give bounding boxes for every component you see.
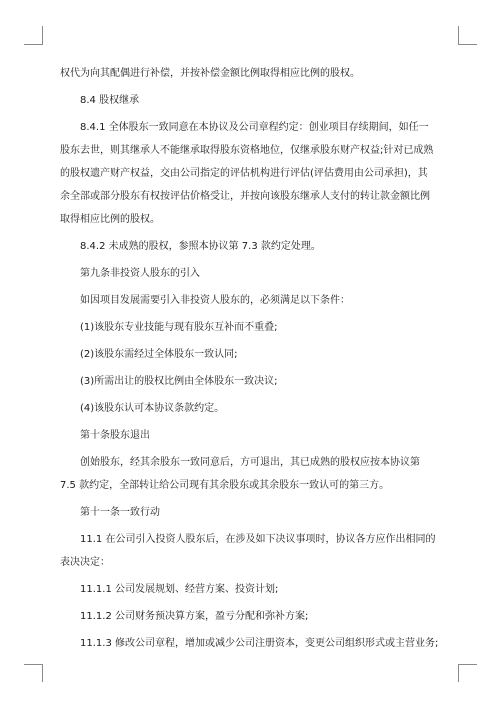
text-line: 11.1.1 公司发展规划、经营方案、投资计划;	[80, 584, 279, 595]
crop-mark-top-right-vertical	[458, 26, 459, 44]
crop-mark-bottom-left-vertical	[42, 664, 43, 682]
text-line: 权代为向其配偶进行补偿，并按补偿金额比例取得相应比例的股权。	[60, 68, 360, 79]
crop-mark-bottom-right-horizontal	[458, 664, 477, 665]
text-line: 取得相应比例的股权。	[60, 214, 160, 225]
text-line: 8.4.1 全体股东一致同意在本协议及公司章程约定：创业项目存续期间，如任一	[80, 122, 429, 133]
text-line: 余全部或部分股东有权按评估价格受让，并按向该股东继承人支付的转让款金额比例	[60, 191, 430, 202]
text-line: 如因项目发展需要引入非投资人股东的，必须满足以下条件：	[80, 295, 350, 306]
text-line: 表决决定：	[60, 557, 110, 568]
text-line: 7.5 款约定，全部转让给公司现有其余股东或其余股东一致认可的第三方。	[60, 480, 390, 491]
text-line: 的股权遗产财产权益，交由公司指定的评估机构进行评估(评估费用由公司承担)，其	[60, 168, 428, 179]
crop-mark-top-left-horizontal	[24, 44, 43, 45]
section-heading: 第十条股东退出	[80, 430, 150, 441]
text-line: 8.4.2 未成熟的股权，参照本协议第 7.3 款约定处理。	[80, 241, 321, 252]
crop-mark-bottom-right-vertical	[458, 664, 459, 682]
crop-mark-bottom-left-horizontal	[24, 664, 43, 665]
text-line: 11.1 在公司引入投资人股东后，在涉及如下决议事项时，协议各方应作出相同的	[80, 534, 436, 545]
document-body	[60, 62, 450, 659]
section-heading: 第九条非投资人股东的引入	[80, 268, 200, 279]
text-line: (1)该股东专业技能与现有股东互补而不重叠;	[80, 322, 278, 333]
text-line: (2)该股东需经过全体股东一致认同;	[80, 349, 238, 360]
text-line: 11.1.3 修改公司章程，增加或减少公司注册资本，变更公司组织形式或主营业务;	[80, 638, 439, 649]
text-line: 11.1.2 公司财务预决算方案，盈亏分配和弥补方案;	[80, 611, 309, 622]
text-line: (3)所需出让的股权比例由全体股东一致决议;	[80, 376, 278, 387]
text-line: (4)该股东认可本协议条款约定。	[80, 403, 225, 414]
text-line: 股东去世，则其继承人不能继承取得股东资格地位，仅继承股东财产权益;针对已成熟	[60, 145, 434, 156]
crop-mark-top-left-vertical	[42, 26, 43, 44]
section-heading: 第十一条一致行动	[80, 507, 160, 518]
crop-mark-top-right-horizontal	[458, 44, 477, 45]
text-line: 8.4 股权继承	[80, 95, 140, 106]
text-line: 创始股东，经其余股东一致同意后，方可退出，其已成熟的股权应按本协议第	[80, 457, 420, 468]
